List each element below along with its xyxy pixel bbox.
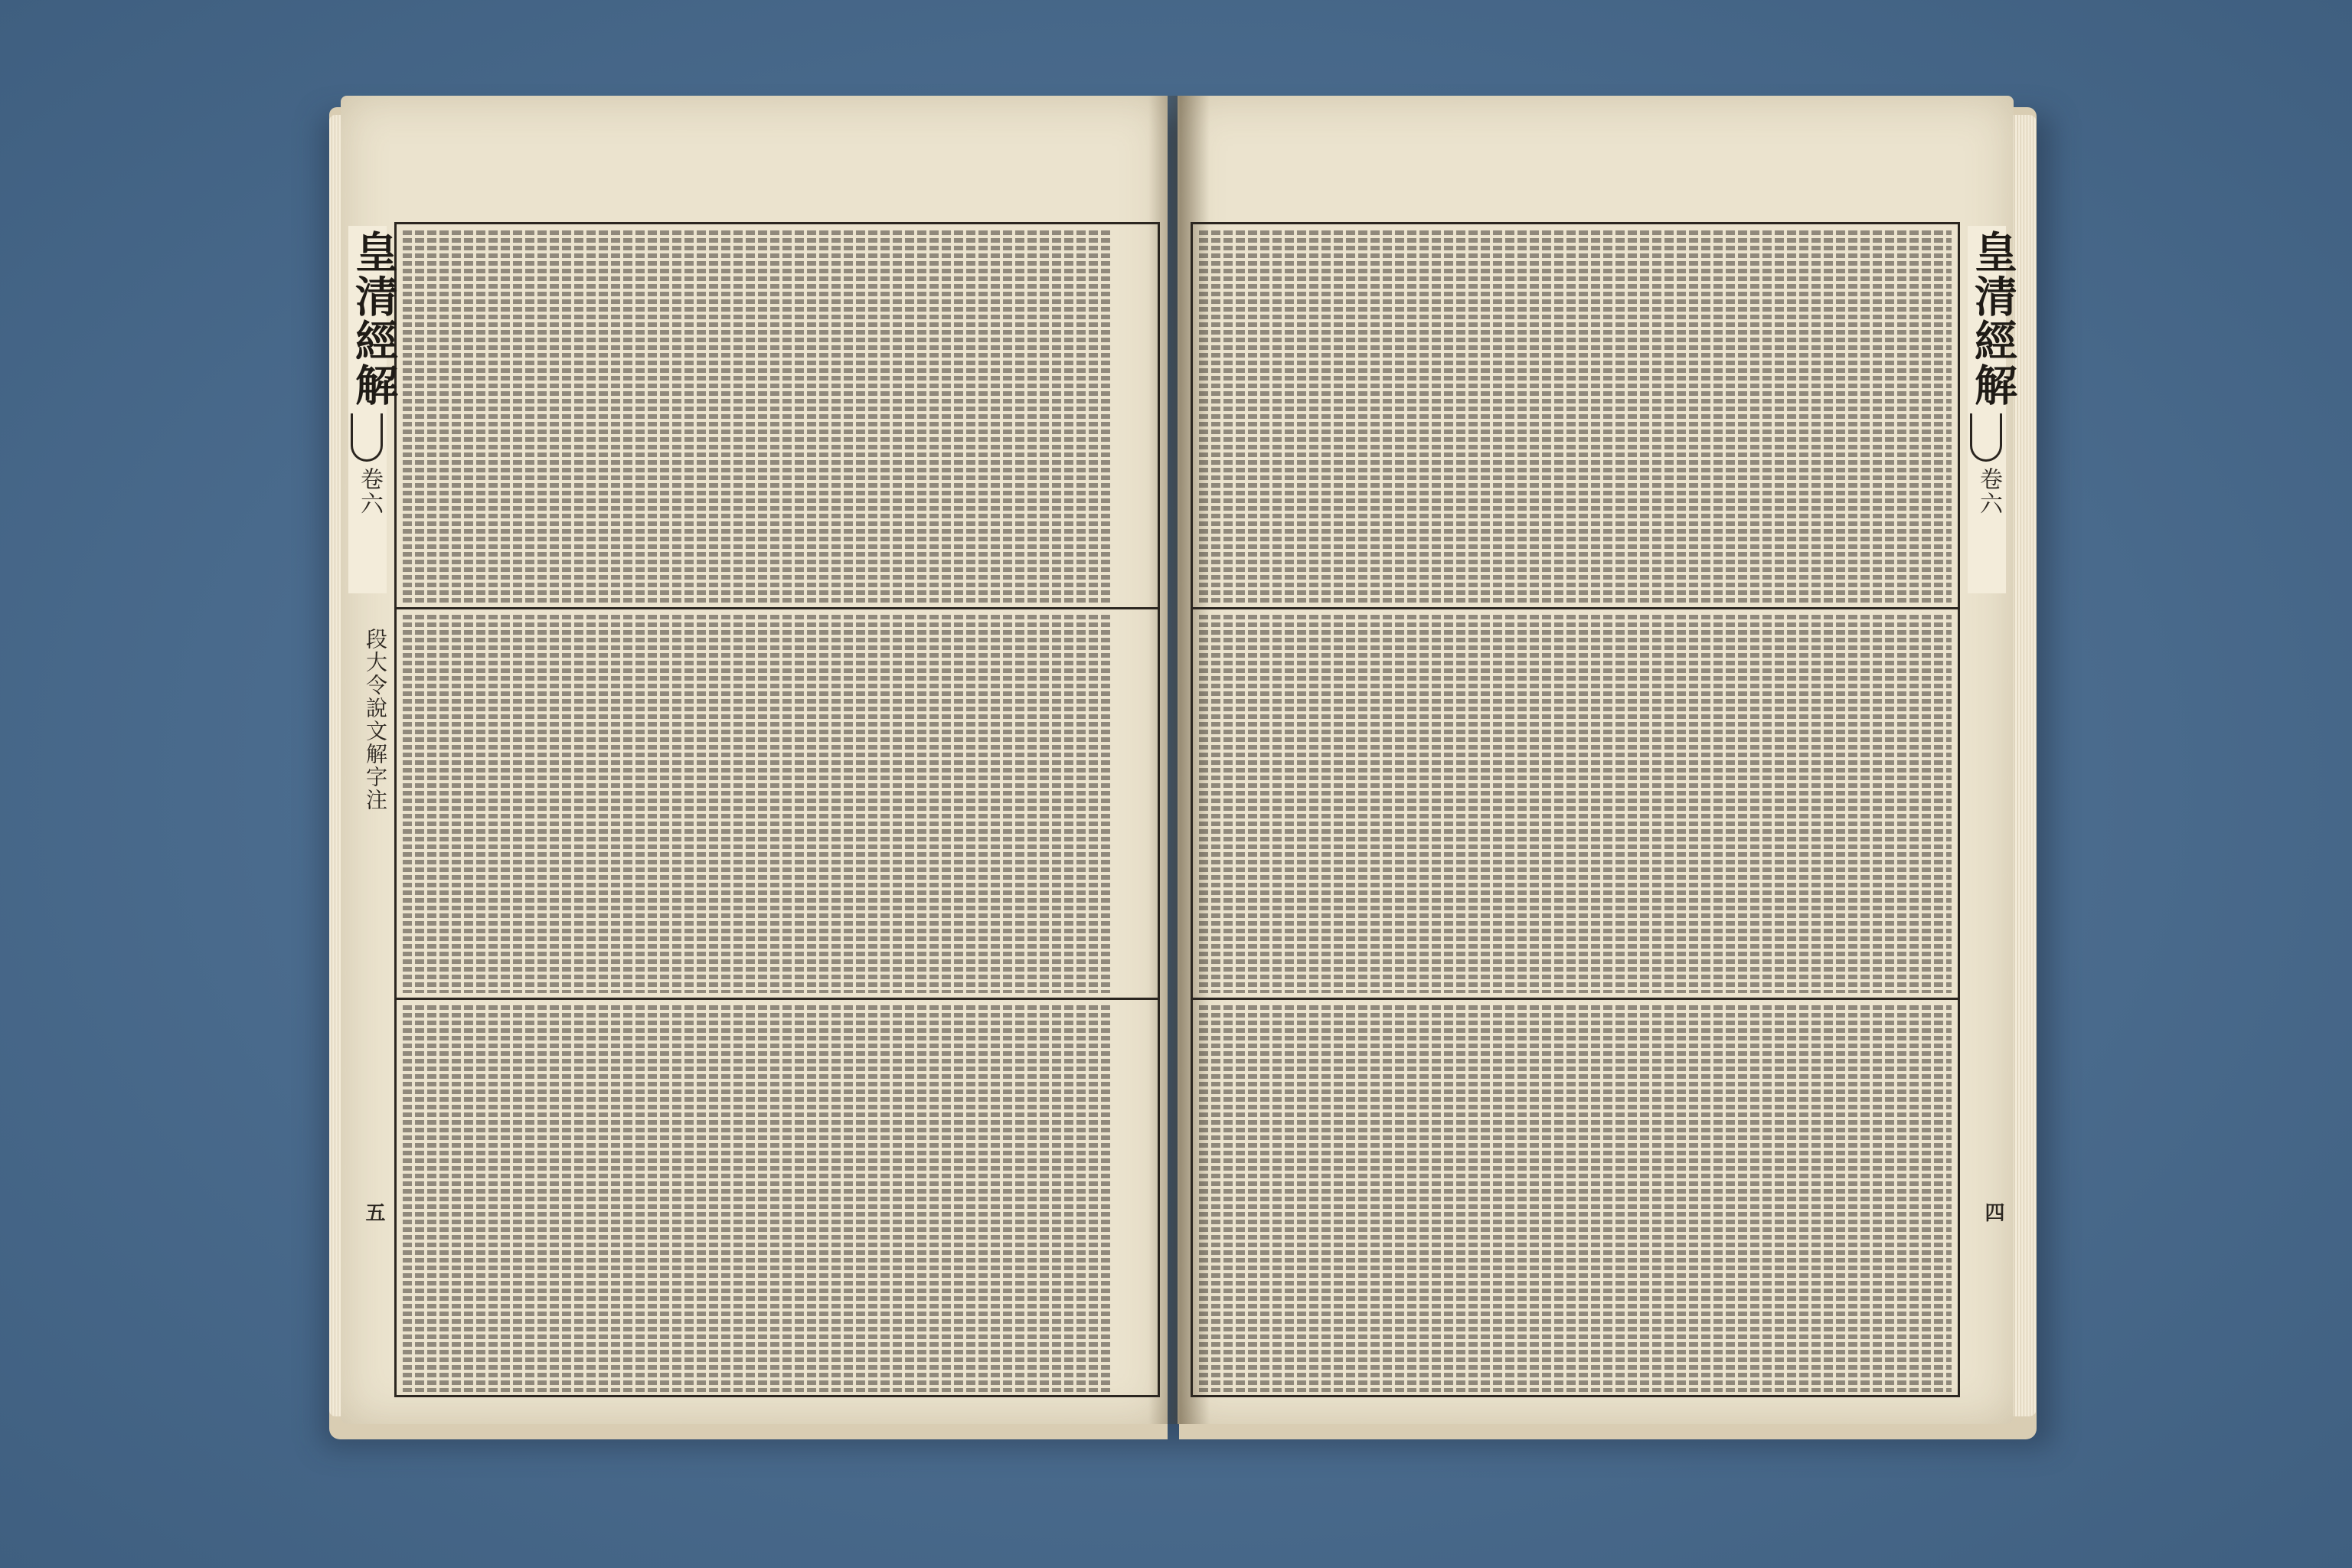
right-folio-number: 四	[1981, 1202, 2004, 1222]
left-side-caption: 段大令說文解字注	[363, 628, 388, 812]
right-text-frame	[1191, 222, 1960, 1397]
left-text-frame	[394, 222, 1160, 1397]
right-title-bracket	[1970, 413, 2002, 462]
left-volume-marker: 卷六	[356, 467, 383, 516]
left-register-middle	[403, 615, 1112, 993]
right-page-title: 皇清經解	[1968, 230, 2018, 407]
left-register-rule-2	[397, 998, 1158, 1000]
left-register-top	[403, 230, 1112, 604]
right-register-middle	[1199, 615, 1952, 993]
left-page-title: 皇清經解	[348, 230, 399, 407]
right-register-rule-1	[1193, 607, 1958, 609]
right-register-rule-2	[1193, 998, 1958, 1000]
right-register-bottom	[1199, 1005, 1952, 1392]
left-folio-number: 五	[362, 1202, 385, 1222]
left-title-bracket	[351, 413, 383, 462]
left-register-bottom	[403, 1005, 1112, 1392]
right-volume-marker: 卷六	[1975, 467, 2002, 516]
right-register-top	[1199, 230, 1952, 604]
left-register-rule-1	[397, 607, 1158, 609]
